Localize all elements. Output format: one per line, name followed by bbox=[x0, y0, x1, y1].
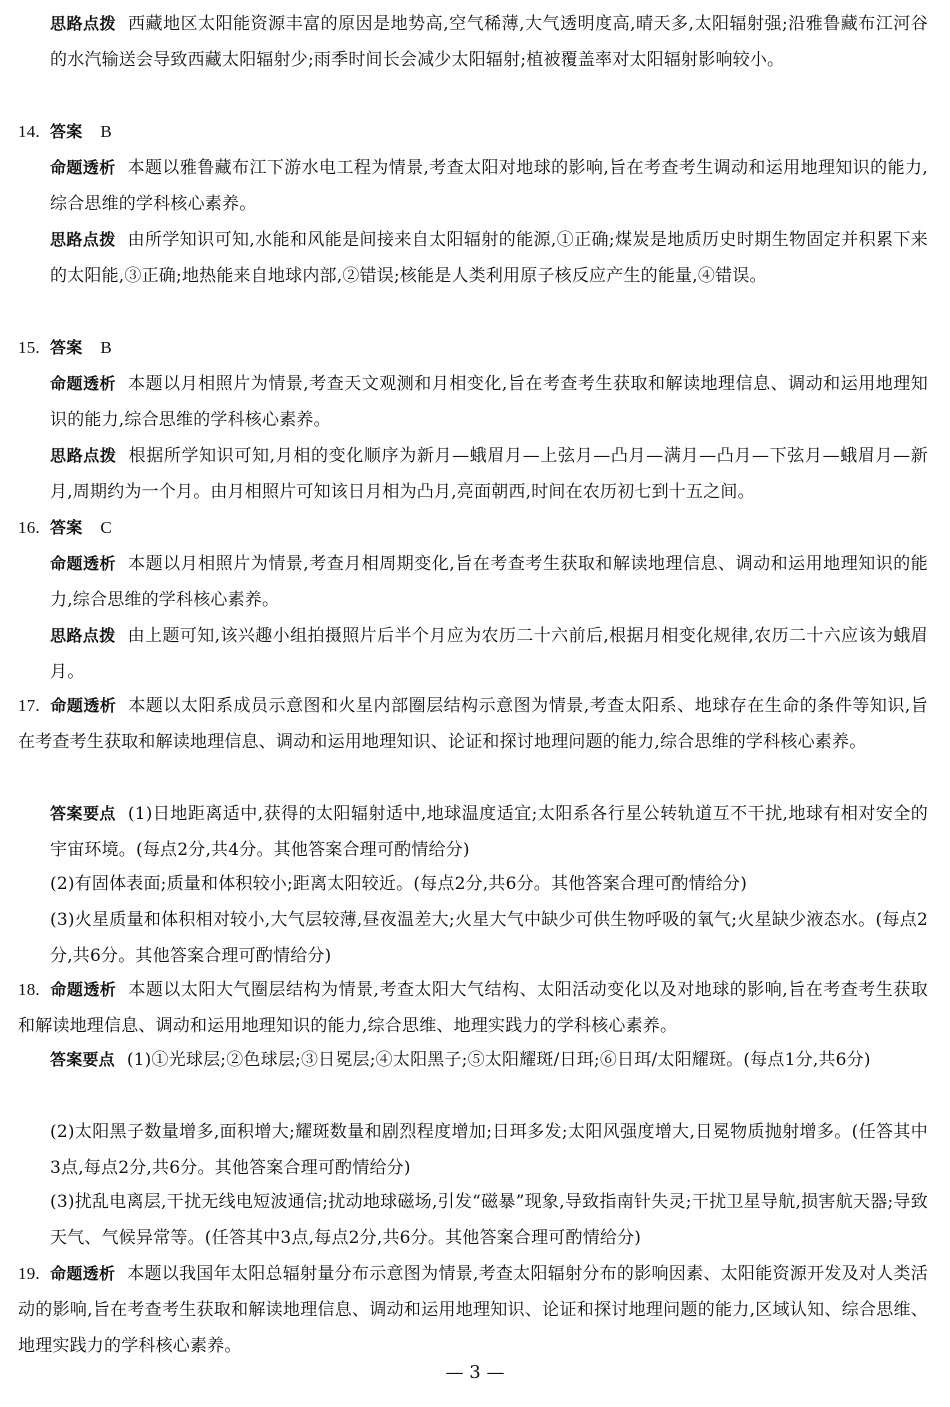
analysis-block bbox=[50, 438, 928, 510]
purpose-block-19 bbox=[18, 1256, 928, 1364]
answer-line-15 bbox=[18, 330, 928, 366]
answer-value: B bbox=[100, 122, 112, 141]
question-number: 16. bbox=[18, 518, 40, 537]
block-text: (2)太阳黑子数量增多,面积增大;耀斑数量和剧烈程度增加;日珥多发;太阳风强度增大,日冕物质抛射增多。(任答其中3点,每点2分,共6分。其他答案合理可酌情给分) bbox=[50, 1122, 928, 1178]
key-point-item bbox=[50, 866, 928, 902]
answer-value: C bbox=[100, 518, 112, 537]
block-text: 由上题可知,该兴趣小组拍摄照片后半个月应为农历二十六前后,根据月相变化规律,农历二十六应该为蛾眉月。 bbox=[50, 626, 928, 682]
block-text: 本题以月相照片为情景,考查月相周期变化,旨在考查考生获取和解读地理信息、调动和运用地理知识的能力,综合思维的学科核心素养。 bbox=[50, 554, 928, 610]
section-label: 命题透析 bbox=[50, 374, 117, 393]
section-label: 命题透析 bbox=[50, 1264, 116, 1283]
block-text: (2)有固体表面;质量和体积较小;距离太阳较近。(每点2分,共6分。其他答案合理可酌情给分) bbox=[50, 874, 748, 894]
block-text: 本题以月相照片为情景,考查天文观测和月相变化,旨在考查考生获取和解读地理信息、调动和运用地理知识的能力,综合思维的学科核心素养。 bbox=[50, 374, 928, 430]
answer-line-14 bbox=[18, 114, 928, 150]
key-point-item bbox=[50, 1184, 928, 1256]
section-label: 思路点拨 bbox=[50, 230, 116, 249]
section-label: 思路点拨 bbox=[50, 14, 117, 33]
section-label: 思路点拨 bbox=[50, 446, 117, 465]
section-label: 答案 bbox=[50, 338, 83, 357]
question-number: 18. bbox=[18, 980, 40, 999]
purpose-block bbox=[50, 366, 928, 438]
block-text: 西藏地区太阳能资源丰富的原因是地势高,空气稀薄,大气透明度高,晴天多,太阳辐射强;沿雅鲁藏布江河谷的水汽输送会导致西藏太阳辐射少;雨季时间长会减少太阳辐射;植被覆盖率对太阳辐射影响较小。 bbox=[50, 14, 928, 70]
section-label: 答案要点 bbox=[50, 804, 116, 823]
purpose-block bbox=[50, 546, 928, 618]
section-label: 命题透析 bbox=[50, 980, 117, 999]
purpose-block-17 bbox=[18, 688, 928, 760]
analysis-block bbox=[50, 222, 928, 294]
block-text: 根据所学知识可知,月相的变化顺序为新月—蛾眉月—上弦月—凸月—满月—凸月—下弦月—蛾眉月—新月,周期约为一个月。由月相照片可知该日月相为凸月,亮面朝西,时间在农历初七到十五之间。 bbox=[50, 446, 928, 502]
section-label: 答案 bbox=[50, 518, 83, 537]
purpose-block bbox=[50, 150, 928, 222]
block-text: (1)①光球层;②色球层;③日冕层;④太阳黑子;⑤太阳耀斑/日珥;⑥日珥/太阳耀斑。(每点1分,共6分) bbox=[126, 1050, 871, 1070]
purpose-block-18 bbox=[18, 972, 928, 1044]
block-text: 本题以我国年太阳总辐射量分布示意图为情景,考查太阳辐射分布的影响因素、太阳能资源开发及对人类活动的影响,旨在考查考生获取和解读地理信息、调动和运用地理知识、论证和探讨地理问题的能力,区域认知、综合思维、地理实践力的学科核心素养。 bbox=[18, 1264, 928, 1356]
analysis-block bbox=[50, 618, 928, 690]
block-text: (1)日地距离适中,获得的太阳辐射适中,地球温度适宜;太阳系各行星公转轨道互不干扰,地球有相对安全的宇宙环境。(每点2分,共4分。其他答案合理可酌情给分) bbox=[50, 804, 928, 860]
key-points-block bbox=[50, 1042, 928, 1078]
section-label: 命题透析 bbox=[50, 554, 117, 573]
section-label: 答案要点 bbox=[50, 1050, 115, 1069]
section-label: 答案 bbox=[50, 122, 83, 141]
section-label: 思路点拨 bbox=[50, 626, 116, 645]
block-text: 本题以太阳大气圈层结构为情景,考查太阳大气结构、太阳活动变化以及对地球的影响,旨在考查考生获取和解读地理信息、调动和运用地理知识的能力,综合思维、地理实践力的学科核心素养。 bbox=[18, 980, 928, 1036]
question-number: 19. bbox=[18, 1264, 40, 1283]
question-number: 17. bbox=[18, 696, 40, 715]
block-text: (3)扰乱电离层,干扰无线电短波通信;扰动地球磁场,引发“磁暴”现象,导致指南针失灵;干扰卫星导航,损害航天器;导致天气、气候异常等。(任答其中3点,每点2分,共6分。其他答案合理可酌情给分) bbox=[50, 1192, 928, 1248]
key-point-item bbox=[50, 902, 928, 974]
key-point-item bbox=[50, 1114, 928, 1186]
section-label: 命题透析 bbox=[50, 158, 116, 177]
block-text: (3)火星质量和体积相对较小,大气层较薄,昼夜温差大;火星大气中缺少可供生物呼吸的氧气;火星缺少液态水。(每点2分,共6分。其他答案合理可酌情给分) bbox=[50, 910, 928, 966]
page-number: — 3 — bbox=[445, 1362, 505, 1383]
key-points-block bbox=[50, 796, 928, 868]
section-label: 命题透析 bbox=[50, 696, 117, 715]
answer-line-16 bbox=[18, 510, 928, 546]
block-text: 本题以太阳系成员示意图和火星内部圈层结构示意图为情景,考查太阳系、地球存在生命的条件等知识,旨在考查考生获取和解读地理信息、调动和运用地理知识、论证和探讨地理问题的能力,综合思维的学科核心素养。 bbox=[18, 696, 928, 752]
question-number: 14. bbox=[18, 122, 40, 141]
question-number: 15. bbox=[18, 338, 40, 357]
block-text: 由所学知识可知,水能和风能是间接来自太阳辐射的能源,①正确;煤炭是地质历史时期生物固定并积累下来的太阳能,③正确;地热能来自地球内部,②错误;核能是人类利用原子核反应产生的能量,④错误。 bbox=[50, 230, 928, 286]
analysis-block bbox=[50, 6, 928, 78]
answer-value: B bbox=[100, 338, 112, 357]
block-text: 本题以雅鲁藏布江下游水电工程为情景,考查太阳对地球的影响,旨在考查考生调动和运用地理知识的能力,综合思维的学科核心素养。 bbox=[50, 158, 928, 214]
